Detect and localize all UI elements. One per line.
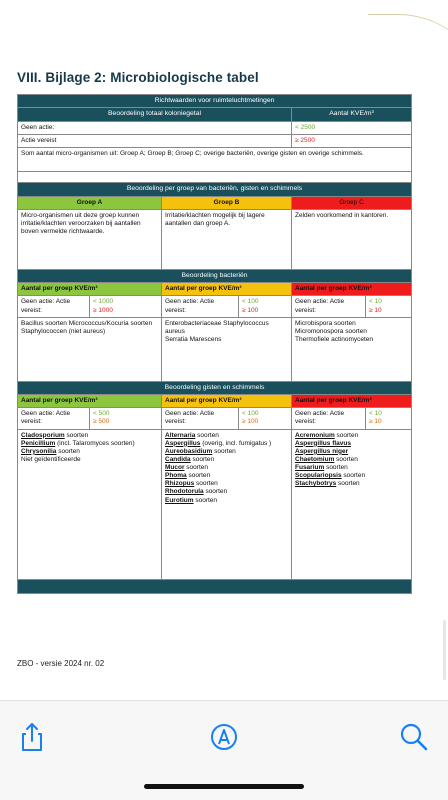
mold-organism-line [165,488,288,496]
organism-name: Alternaria [165,431,196,439]
mold-organism-line [21,440,158,448]
row-no-action-value: < 2500 [292,121,412,134]
mold-b-organisms [162,429,292,579]
bacteria-c-thresholds [366,296,412,317]
bacteria-a-thresholds [90,296,162,317]
organism-suffix: soorten [195,431,219,439]
mold-b-thresholds [239,408,292,429]
mold-organism-line [165,497,288,505]
mold-c-count-header: Aantal per groep KVE/m³ [292,395,412,408]
organism-name: Rhodotorula [165,488,204,496]
mold-c-action-label: Geen actie: Actie vereist: [292,408,366,429]
mold-organism-line [295,440,408,448]
table-footer-bar [18,579,412,593]
decorative-corner-arc [368,14,448,104]
organism-name: Aspergillus [165,439,201,447]
mold-organism-line [295,456,408,464]
page-title: VIII. Bijlage 2: Microbiologische tabel [17,70,259,85]
organism-name: Penicillium [21,439,56,447]
organism-name: Chaetomium [295,455,335,463]
organism-suffix: soorten [184,464,208,472]
organism-name: Aspergillus niger [295,447,349,455]
organism-suffix: soorten [212,447,236,455]
organism-suffix: soorten [194,480,218,488]
mold-organism-line [295,480,408,488]
group-c-header: Groep C [292,196,412,209]
mold-organism-line [21,448,158,456]
share-icon [16,721,48,753]
home-indicator[interactable] [144,784,304,789]
mold-c-ge: ≥ 10 [369,418,382,426]
group-a-description: Micro-organismen uit deze groep kunnen irritatie/klachten veroorzaken bij aantallen boven vermelde richtwaarde. [18,209,162,269]
mold-organism-line [165,448,288,456]
group-a-header: Groep A [18,196,162,209]
bacteria-c-count-header: Aantal per groep KVE/m³ [292,283,412,296]
organism-name: Aureobasidium [165,447,213,455]
mold-organism-line [21,456,158,464]
mold-a-count-header: Aantal per groep KVE/m³ [18,395,162,408]
bacteria-b-thresholds [239,296,292,317]
organism-suffix: soorten [324,464,348,472]
mold-a-action-label: Geen actie: Actie vereist: [18,408,90,429]
share-button[interactable] [16,721,48,753]
organism-name: Candida [165,455,191,463]
table-main-header: Richtwaarden voor ruimteluchtmetingen [18,95,412,108]
organism-suffix: soorten [64,431,89,439]
bacteria-b-ge: ≥ 100 [242,306,259,314]
total-count-header: Beoordeling totaal koloniegetal [18,108,292,121]
row-action-value: ≥ 2500 [292,135,412,148]
mold-c-thresholds [366,408,412,429]
search-icon [398,721,430,753]
bacteria-c-ge: ≥ 10 [369,306,382,314]
organism-suffix: Niet geïdentificeerde [21,455,81,463]
organism-suffix: soorten [334,431,359,439]
mold-organism-line [295,464,408,472]
spacer-row [18,172,412,183]
mold-c-organisms [292,429,412,579]
bacteria-a-ge: ≥ 1000 [93,306,113,314]
group-section-header: Beoordeling per groep van bacteriën, gisten en schimmels [18,183,412,196]
organism-name: Stachybotrys [295,480,337,488]
organism-suffix: soorten [193,496,218,504]
organism-name: Scopulariopsis [295,472,342,480]
markup-button[interactable] [208,721,240,753]
document-footer: ZBO - versie 2024 nr. 02 [17,659,105,668]
mold-b-count-header: Aantal per groep KVE/m³ [162,395,292,408]
organism-name: Eurotium [165,496,194,504]
mold-a-organisms [18,429,162,579]
search-button[interactable] [398,721,430,753]
bacteria-c-org-line: Micromonospora soorten [295,327,367,335]
mold-a-lt: < 500 [93,410,110,418]
scroll-indicator[interactable] [443,620,446,680]
mold-organism-line [165,456,288,464]
organism-suffix: soorten [341,472,366,480]
group-c-description: Zelden voorkomend in kantoren. [292,209,412,269]
organism-suffix: soorten [203,488,228,496]
mold-organism-line [165,464,288,472]
mold-organism-line [295,472,408,480]
row-no-action-label: Geen actie: [18,121,292,134]
bacteria-a-lt: < 1000 [93,298,114,306]
bacteria-c-lt: < 10 [369,298,382,306]
organism-suffix: soorten [190,455,215,463]
bacteria-b-action-label: Geen actie: Actie vereist: [162,296,239,317]
group-b-description: Irritatie/klachten mogelijk bij lagere aantallen dan groep A. [162,209,292,269]
organism-suffix: (incl. Talaromyces soorten) [55,439,135,447]
mold-b-ge: ≥ 100 [242,418,259,426]
organism-name: Mucor [165,464,185,472]
organism-name: Chrysonilia [21,447,57,455]
organism-suffix: soorten [336,480,360,488]
mold-organism-line [21,432,158,440]
mold-organism-line [165,440,288,448]
bacteria-b-lt: < 100 [242,298,259,306]
bacteria-b-org-line: Serratia Marescens [165,335,222,343]
mold-a-ge: ≥ 500 [93,418,110,426]
organism-name: Acremonium [295,431,335,439]
bacteria-c-action-label: Geen actie: Actie vereist: [292,296,366,317]
organism-suffix: soorten [186,472,211,480]
organism-name: Aspergillus flavus [295,439,351,447]
mold-c-lt: < 10 [369,410,382,418]
organism-name: Phoma [165,472,187,480]
markup-pen-icon [208,721,240,753]
organism-suffix: (overig, incl. fumigatus ) [200,439,272,447]
bacteria-a-count-header: Aantal per groep KVE/m³ [18,283,162,296]
row-action-label: Actie vereist [18,135,292,148]
kve-header: Aantal KVE/m³ [292,108,412,121]
bacteria-section-header: Beoordeling bacteriën [18,269,412,282]
mold-organism-line [165,432,288,440]
organism-name: Cladosporium [21,431,65,439]
bacteria-a-organisms: Bacillus soorten Micrococcus/Kocuria soorten Staphylococcen (niet aureus) [18,317,162,381]
bacteria-b-org-line: Enterobacteriaceae Staphylococcus aureus [165,319,269,335]
bacteria-b-count-header: Aantal per groep KVE/m³ [162,283,292,296]
bacteria-c-organisms [292,317,412,381]
organism-suffix: soorten [56,447,80,455]
group-b-header: Groep B [162,196,292,209]
bacteria-c-org-line: Microbispora soorten [295,319,356,327]
bacteria-c-org-line: Thermofiele actinomyceten [295,335,374,343]
sum-note: Som aantal micro-organismen uit: Groep A; Groep B; Groep C; overige bacteriën, overige gisten en overige schimmels. [18,148,412,172]
mold-organism-line [165,472,288,480]
mold-a-thresholds [90,408,162,429]
microbiology-table [17,94,412,594]
organism-name: Fusarium [295,464,325,472]
bacteria-b-organisms [162,317,292,381]
organism-name: Rhizopus [165,480,195,488]
bacteria-a-action-label: Geen actie: Actie vereist: [18,296,90,317]
mold-b-lt: < 100 [242,410,259,418]
organism-suffix: soorten [334,455,358,463]
yeast-mold-section-header: Beoordeling gisten en schimmels [18,381,412,394]
mold-organism-line [165,480,288,488]
mold-b-action-label: Geen actie: Actie vereist: [162,408,239,429]
mold-organism-line [295,432,408,440]
mold-organism-line [295,448,408,456]
